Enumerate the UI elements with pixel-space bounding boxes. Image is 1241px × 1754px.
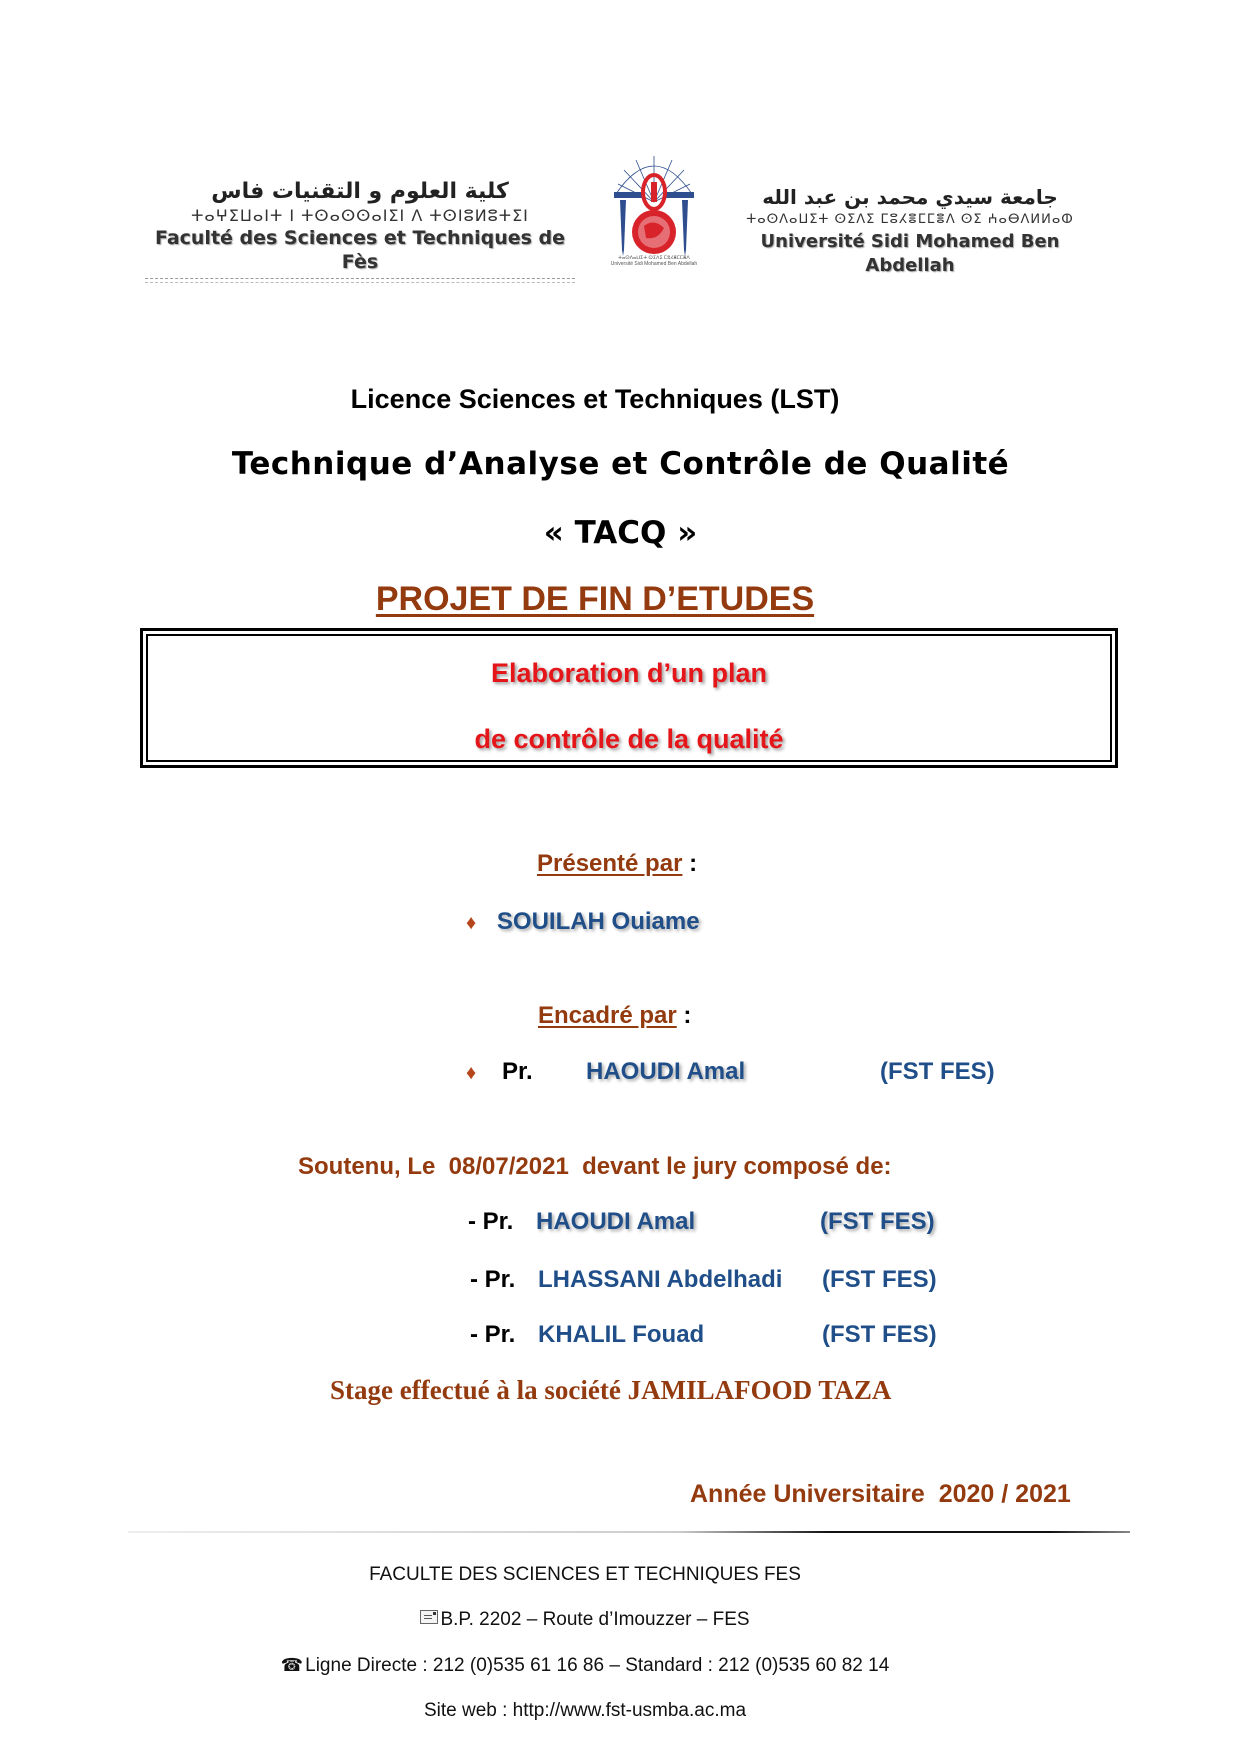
presented-by-text: Présenté par	[537, 850, 683, 877]
footer-divider	[128, 1531, 1130, 1533]
jury-member-name: LHASSANI Abdelhadi	[538, 1266, 783, 1293]
jury-member-title: - Pr.	[468, 1208, 514, 1235]
jury-member-title: - Pr.	[470, 1321, 516, 1348]
track-title: Technique d’Analyse et Contrôle de Qualité	[231, 446, 1010, 482]
supervisor-entry	[466, 1058, 1026, 1090]
jury-member-affiliation: (FST FES)	[822, 1321, 937, 1348]
supervised-by-text: Encadré par	[538, 1002, 677, 1029]
university-name-tifinagh: ⵜⴰⵙⴷⴰⵡⵉⵜ ⵙⵉⴷⵉ ⵎⵓⵃⴻⵎⵎⴻⴷ ⵙⵉ ⵄⴰⴱⴷⵍⵍⴰⵀ	[746, 212, 1074, 227]
jury-member-name: HAOUDI Amal	[536, 1208, 696, 1235]
faculty-name-tifinagh: ⵜⴰⵖⵉⵡⴰⵏⵜ ⵏ ⵜⵙⴰⵙⵙⴰⵏⵉⵏ ⴷ ⵜⵙⵏⵓⵍⵓⵜⵉⵏ	[191, 206, 529, 225]
jury-member-affiliation: (FST FES)	[820, 1208, 935, 1235]
internship-statement: Stage effectué à la société JAMILAFOOD TAZA	[330, 1375, 892, 1405]
supervisor-affiliation: (FST FES)	[880, 1058, 995, 1085]
jury-member	[470, 1321, 950, 1353]
supervised-by-label	[538, 1002, 691, 1030]
project-heading	[0, 580, 1190, 619]
presented-by-label	[537, 850, 697, 878]
supervisor-title: Pr.	[502, 1058, 533, 1085]
academic-year: Année Universitaire 2020 / 2021	[690, 1480, 1071, 1508]
project-heading-text: PROJET DE FIN D’ETUDES	[375, 580, 815, 618]
student-entry	[466, 908, 700, 936]
jury-member-name: KHALIL Fouad	[538, 1321, 705, 1348]
footer-phones	[0, 1655, 1170, 1677]
subject-frame-inner	[146, 634, 1112, 762]
student-name: SOUILAH Ouiame	[496, 908, 700, 935]
faculty-name-arabic: كلية العلوم و التقنيات فاس	[211, 179, 509, 204]
university-header	[725, 184, 1095, 278]
defense-statement: Soutenu, Le 08/07/2021 devant le jury composé de:	[298, 1153, 892, 1180]
degree-title: Licence Sciences et Techniques (LST)	[350, 384, 840, 414]
university-crest-icon	[606, 142, 702, 272]
subject-frame	[140, 628, 1118, 768]
jury-member-affiliation: (FST FES)	[822, 1266, 937, 1293]
supervised-by-colon: :	[676, 1002, 692, 1029]
footer-phones-text: Ligne Directe : 212 (0)535 61 16 86 – Standard : 212 (0)535 60 82 14	[305, 1655, 890, 1676]
footer-website[interactable]: Site web : http://www.fst-usmba.ac.ma	[423, 1700, 747, 1721]
faculty-name-latin: Faculté des Sciences et Techniques de Fès	[154, 227, 566, 273]
faculty-header	[140, 178, 580, 283]
jury-member	[468, 1208, 948, 1240]
diamond-bullet-icon: ♦	[466, 1062, 477, 1084]
subject-title-line-1: Elaboration d’un plan	[491, 658, 767, 688]
footer-institution: FACULTE DES SCIENCES ET TECHNIQUES FES	[369, 1564, 801, 1585]
phone-icon: ☎	[280, 1655, 304, 1675]
crest-caption-tifinagh: ⵜⴰⵙⴷⴰⵡⵉⵜ ⵙⵉⴷⵉ ⵎⵓⵃⴻⵎⵎⴻⴷ	[618, 255, 690, 261]
crest-caption-latin: Université Sidi Mohamed Ben Abdellah	[610, 261, 698, 267]
university-name-arabic: جامعة سيدي محمد بن عبد الله	[762, 185, 1058, 209]
footer-address-text: B.P. 2202 – Route d’Imouzzer – FES	[440, 1609, 750, 1630]
jury-member	[470, 1266, 950, 1298]
faculty-underline-divider	[145, 278, 575, 283]
diamond-bullet-icon: ♦	[466, 912, 477, 934]
presented-by-colon: :	[682, 850, 698, 877]
supervisor-name: HAOUDI Amal	[586, 1058, 746, 1085]
track-abbreviation: « TACQ »	[543, 515, 698, 551]
crest-caption	[600, 255, 708, 267]
university-name-latin: Université Sidi Mohamed Ben Abdellah	[760, 231, 1060, 276]
mail-icon	[420, 1610, 438, 1624]
jury-member-title: - Pr.	[470, 1266, 516, 1293]
footer-address	[0, 1609, 1170, 1631]
subject-title-line-2: de contrôle de la qualité	[474, 724, 784, 754]
